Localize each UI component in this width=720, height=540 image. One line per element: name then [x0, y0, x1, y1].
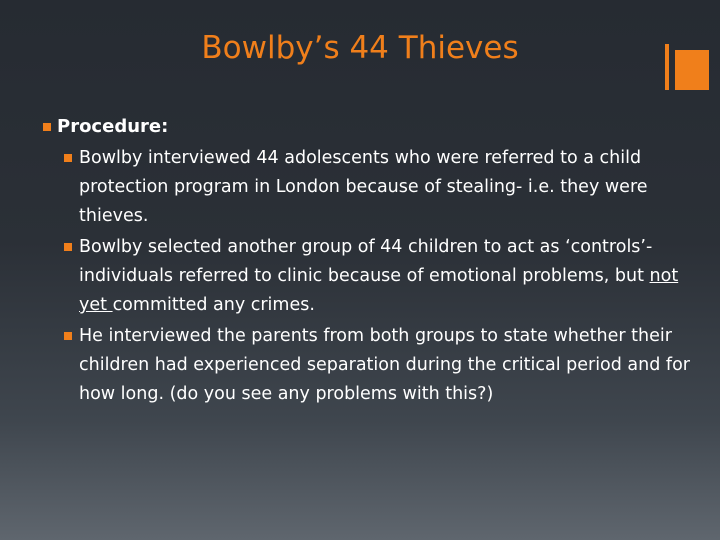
sub-bullet-text: He interviewed the parents from both groups to state whether their children had experienced separation during the critical period and for how long. (do you see any problems with this?) [79, 326, 690, 404]
accent-bar-thick [675, 50, 709, 90]
sub-bullet-text-end: committed any crimes. [112, 295, 315, 315]
sub-bullet-3 [62, 322, 700, 409]
sub-bullet-text: Bowlby interviewed 44 adolescents who were referred to a child protection program in London because of stealing- i.e. they were thieves. [79, 148, 648, 226]
sub-bullet-text: Bowlby selected another group of 44 children to act as ‘controls’- individuals referred to clinic because of emotional problems, but [79, 237, 653, 286]
slide-body [40, 112, 700, 409]
procedure-heading: Procedure: [57, 116, 169, 137]
sub-bullet-1 [62, 144, 700, 231]
square-bullet-icon [64, 332, 72, 340]
square-bullet-icon [64, 243, 72, 251]
square-bullet-icon [64, 154, 72, 162]
sub-bullet-2 [62, 233, 700, 320]
underlined-text: not yet [79, 266, 679, 315]
square-bullet-icon [43, 123, 51, 131]
accent-bar-thin [665, 44, 669, 90]
bullet-procedure [40, 112, 700, 142]
slide-title: Bowlby’s 44 Thieves [201, 30, 519, 66]
